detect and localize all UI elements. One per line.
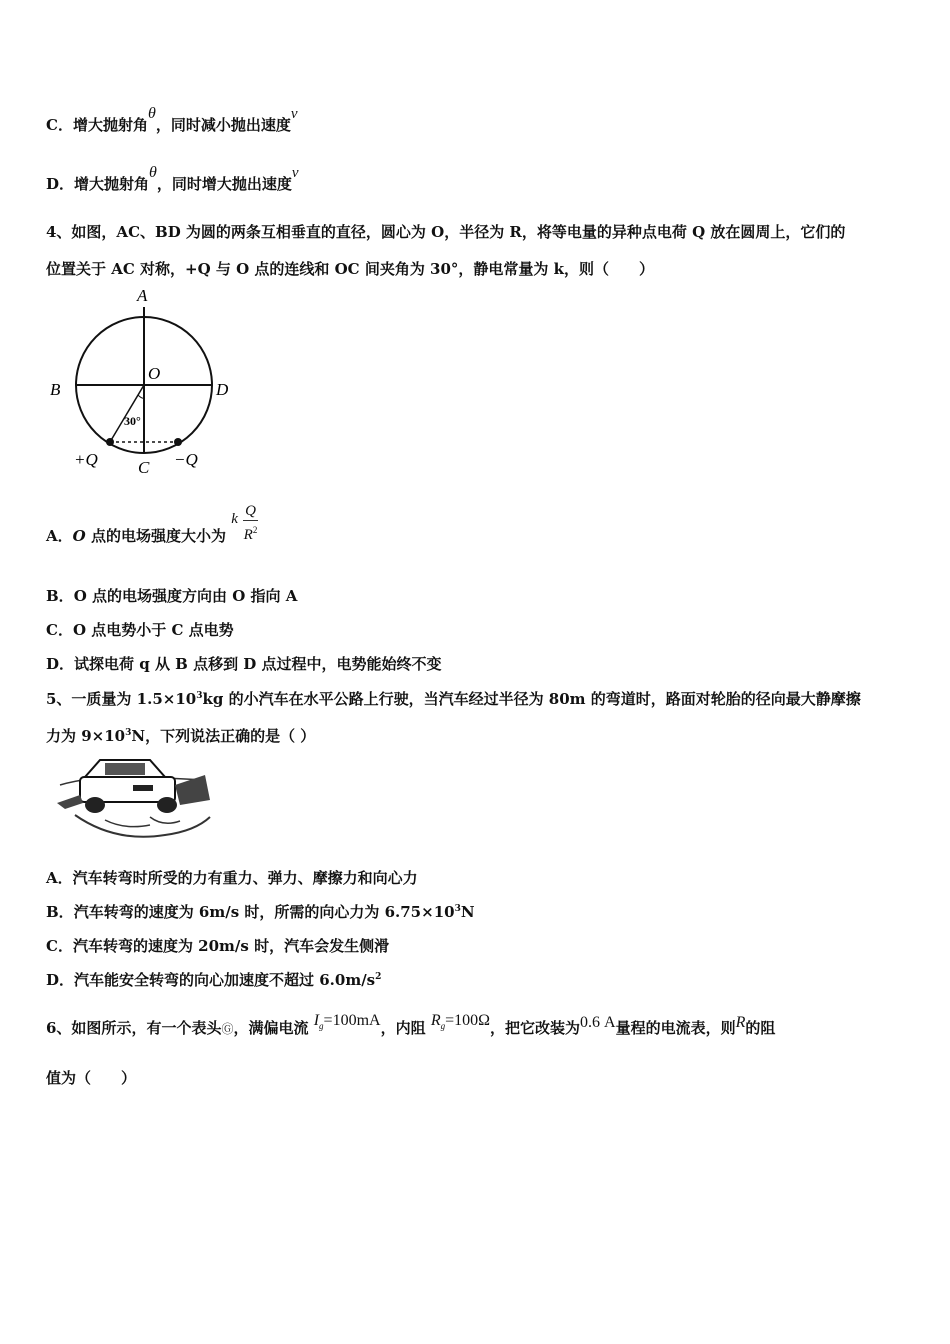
label-plus-q: +Q (74, 450, 98, 469)
theta-symbol: θ (147, 105, 156, 122)
option-label: B． (46, 903, 74, 921)
option-label: D． (46, 655, 75, 673)
label-d: D (216, 380, 229, 399)
option-text: 汽车转弯的速度为 6m/s 时，所需的向心力为 6.75×10 (73, 903, 455, 921)
option-label: B． (46, 587, 74, 605)
motion-arrow-left (57, 795, 83, 809)
q5-option-c (46, 935, 389, 956)
den-exponent: 2 (252, 525, 258, 535)
option-text: 点的电场强度大小为 (85, 527, 226, 545)
stem-text: N，下列说法正确的是（ ） (131, 727, 316, 745)
car-illustration (55, 755, 215, 845)
stem-text: 6、如图所示，有一个表头 (46, 1019, 222, 1037)
wheel-right (157, 797, 177, 813)
q3-option-d (46, 164, 299, 194)
q5-stem-line2 (46, 725, 315, 746)
ig-value: =100mA (323, 1012, 381, 1029)
wheel-left (85, 797, 105, 813)
stem-text: 力为 9×10 (46, 727, 126, 745)
option-text: 汽车转弯的速度为 20m/s 时，汽车会发生侧滑 (72, 937, 390, 955)
den-base: R (243, 527, 253, 543)
label-c: C (138, 458, 150, 477)
q3-option-c (46, 105, 298, 135)
option-label: C． (46, 621, 73, 639)
q4-stem-line2: 位置关于 AC 对称，+Q 与 O 点的连线和 OC 间夹角为 30°，静电常量为 k，则（ ） (46, 260, 655, 278)
rg-subscript: g (440, 1021, 446, 1032)
stem-text: ，内阻 (380, 1019, 426, 1037)
label-minus-q: −Q (174, 450, 198, 469)
exponent: 3 (454, 904, 461, 914)
option-label: D． (46, 175, 75, 193)
range-value: 0.6 A (580, 1014, 616, 1031)
theta-symbol: θ (149, 164, 157, 181)
option-text: ，同时减小抛出速度 (155, 116, 291, 134)
ig-subscript: g (319, 1021, 324, 1032)
option-label: A． (46, 527, 73, 545)
q6-stem-line2: 值为（ ） (46, 1069, 137, 1087)
car-window (105, 763, 145, 775)
stem-text: 的阻 (745, 1019, 776, 1037)
stem-text: ，满偏电流 (233, 1019, 309, 1037)
charge-plus (106, 438, 114, 446)
road-mark (105, 820, 150, 827)
stem-text: 量程的电流表，则 (615, 1019, 736, 1037)
ig-symbol (313, 1012, 324, 1032)
q5-option-b (46, 901, 475, 922)
option-text: 增大抛射角 (74, 175, 150, 193)
option-text: 汽车能安全转弯的向心加速度不超过 6.0m/s (74, 971, 376, 989)
exponent: 3 (125, 728, 132, 738)
q4-option-d (46, 653, 442, 674)
v-symbol: v (291, 165, 299, 181)
option-text: 增大抛射角 (72, 116, 148, 134)
label-angle: 30° (124, 414, 141, 428)
q5-stem-line1 (46, 688, 861, 709)
exponent: 2 (375, 972, 382, 982)
option-text: 试探电荷 q 从 B 点移到 D 点过程中，电势能始终不变 (74, 655, 442, 673)
ig-letter: I (313, 1012, 320, 1029)
galvanometer-icon: Ⓖ (221, 1022, 234, 1036)
q5-option-d (46, 969, 381, 990)
stem-text: ，把它改装为 (490, 1019, 581, 1037)
option-label: D． (46, 971, 75, 989)
q5-option-a (46, 867, 418, 888)
option-label: A． (46, 869, 73, 887)
fraction (243, 502, 258, 544)
q6-stem-line1 (46, 1012, 776, 1039)
charge-minus (174, 438, 182, 446)
circle-diagram (44, 285, 244, 480)
exponent: 3 (196, 691, 203, 701)
stem-text: kg 的小汽车在水平公路上行驶，当汽车经过半径为 80m 的弯道时，路面对轮胎的径向最大静摩擦 (202, 690, 861, 708)
option-label: C． (46, 937, 73, 955)
k-symbol: k (231, 511, 238, 527)
label-o: O (148, 364, 161, 383)
q4-stem-line1: 4、如图，AC、BD 为圆的两条互相垂直的直径，圆心为 O，半径为 R，将等电量的异种点电荷 Q 放在圆周上，它们的 (46, 223, 846, 241)
r-symbol: R (735, 1014, 746, 1031)
fraction-denominator (243, 521, 258, 544)
label-a: A (137, 286, 148, 305)
rg-letter: R (430, 1012, 441, 1029)
v-symbol: v (290, 106, 298, 122)
rg-value: =100Ω (445, 1012, 491, 1029)
stem-text: 5、一质量为 1.5×10 (46, 690, 197, 708)
q4-option-a (46, 502, 258, 544)
option-text: ，同时增大抛出速度 (156, 175, 292, 193)
option-symbol: O (72, 527, 86, 545)
license-plate (133, 785, 153, 791)
fraction-numerator: Q (245, 503, 256, 519)
rg-symbol (430, 1012, 446, 1032)
option-text: 汽车转弯时所受的力有重力、弹力、摩擦力和向心力 (72, 869, 418, 887)
option-text: O 点的电场强度方向由 O 指向 A (73, 587, 298, 605)
road-mark (150, 817, 180, 823)
label-b: B (50, 380, 61, 399)
option-text: O 点电势小于 C 点电势 (72, 621, 234, 639)
option-label: C． (46, 116, 73, 134)
q4-option-c (46, 619, 234, 640)
option-text: N (460, 903, 475, 921)
q4-option-b (46, 585, 297, 606)
